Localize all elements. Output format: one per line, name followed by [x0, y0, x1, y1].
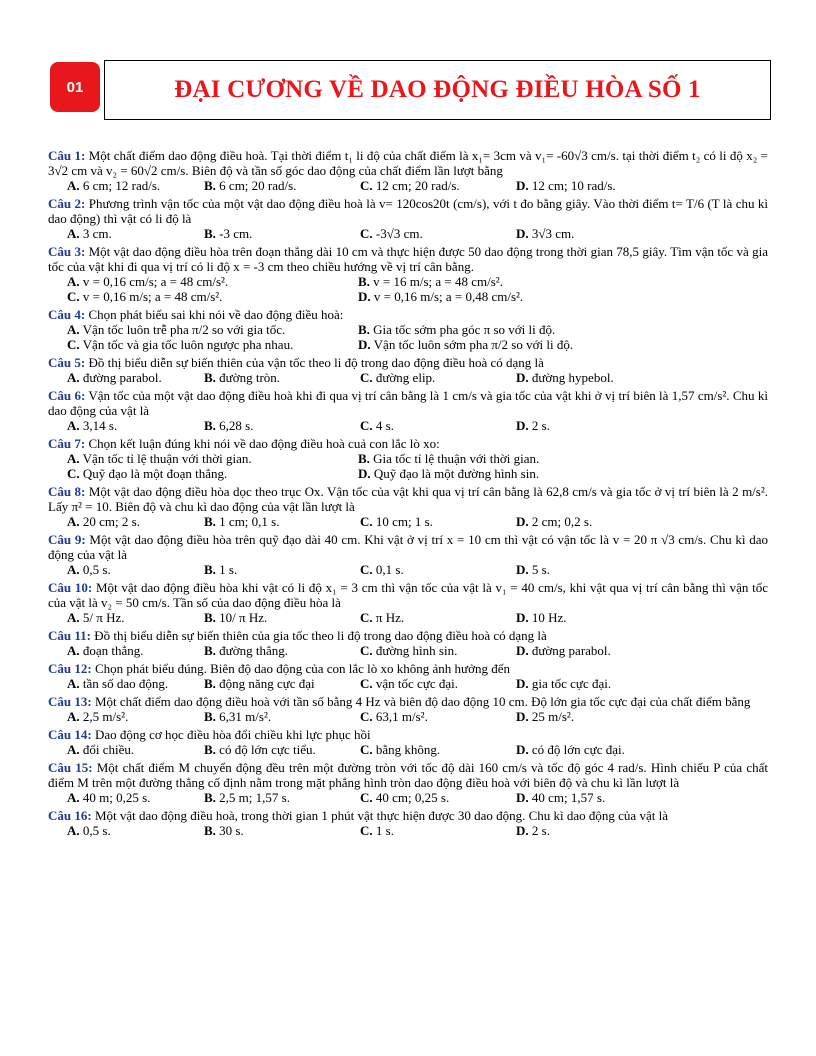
option-text: v = 16 m/s; a = 48 cm/s². — [373, 274, 503, 289]
option-letter: A. — [67, 643, 80, 658]
options-row — [48, 790, 768, 805]
option-text: 1 cm; 0,1 s. — [219, 514, 280, 529]
option-letter: B. — [204, 823, 216, 838]
question-label: Câu 1: — [48, 148, 86, 163]
answer-option[interactable] — [516, 418, 672, 433]
question-text: Dao động cơ học điều hòa đổi chiều khi lực phục hồi — [94, 727, 371, 742]
question-stem — [48, 196, 768, 226]
answer-option[interactable] — [360, 676, 516, 691]
option-text: có độ lớn cực tiểu. — [219, 742, 316, 757]
option-letter: D. — [516, 610, 529, 625]
option-text: 2 s. — [531, 823, 550, 838]
question-stem — [48, 307, 768, 322]
option-letter: A. — [67, 562, 80, 577]
option-text: Quỹ đạo là một đường hình sin. — [373, 466, 540, 481]
option-letter: A. — [67, 709, 80, 724]
option-letter: A. — [67, 790, 80, 805]
answer-option[interactable] — [48, 643, 204, 658]
answer-option[interactable] — [204, 562, 360, 577]
options-row — [48, 418, 768, 433]
option-text: 10/ π Hz. — [219, 610, 268, 625]
option-letter: D. — [516, 790, 529, 805]
options-row — [48, 178, 768, 193]
question-text: Một chất điểm dao động điều hoà. Tại thời điểm t₁ li độ của chất điểm là x₁= 3cm và v₁= -60√3 cm/s. tại thời điểm t₂ có li độ x₂ = 3√2 cm và v₂ = 60√2 cm/s. Biên độ và tần số góc dao động của chất điểm lần lượt bằng — [48, 148, 769, 178]
answer-option[interactable] — [48, 790, 204, 805]
option-letter: C. — [360, 418, 373, 433]
answer-option[interactable] — [48, 466, 358, 481]
question-label: Câu 3: — [48, 244, 86, 259]
answer-option[interactable] — [516, 742, 672, 757]
answer-option[interactable] — [204, 742, 360, 757]
option-letter: A. — [67, 418, 80, 433]
question-stem — [48, 148, 768, 178]
question-label: Câu 13: — [48, 694, 92, 709]
option-text: đường parabol. — [531, 643, 611, 658]
question-text: Chọn phát biểu đúng. Biên độ dao động của con lắc lò xo không ảnh hưởng đến — [94, 661, 510, 676]
options-row — [48, 370, 768, 385]
answer-option[interactable] — [48, 418, 204, 433]
answer-option[interactable] — [360, 643, 516, 658]
answer-option[interactable] — [516, 790, 672, 805]
option-text: 1 s. — [375, 823, 394, 838]
answer-option[interactable] — [48, 370, 204, 385]
option-text: 4 s. — [375, 418, 394, 433]
option-text: Gia tốc tỉ lệ thuận với thời gian. — [373, 451, 540, 466]
question-stem — [48, 388, 768, 418]
options-row — [48, 742, 768, 757]
options-row — [48, 226, 768, 241]
option-letter: A. — [67, 742, 80, 757]
answer-option[interactable] — [48, 709, 204, 724]
question — [48, 307, 768, 352]
answer-option[interactable] — [358, 337, 668, 352]
option-letter: B. — [204, 610, 216, 625]
answer-option[interactable] — [516, 709, 672, 724]
option-text: đường thẳng. — [219, 643, 288, 658]
option-text: 2,5 m; 1,57 s. — [219, 790, 290, 805]
answer-option[interactable] — [204, 676, 360, 691]
question — [48, 727, 768, 757]
option-text: 25 m/s². — [531, 709, 575, 724]
question-stem — [48, 661, 768, 676]
answer-option[interactable] — [204, 514, 360, 529]
question-stem — [48, 694, 768, 709]
option-letter: B. — [204, 226, 216, 241]
option-text: Vận tốc và gia tốc luôn ngược pha nhau. — [82, 337, 294, 352]
answer-option[interactable] — [204, 643, 360, 658]
section-number-badge: 01 — [50, 62, 100, 112]
answer-option[interactable] — [360, 742, 516, 757]
answer-option[interactable] — [360, 562, 516, 577]
option-letter: D. — [516, 643, 529, 658]
option-letter: A. — [67, 322, 80, 337]
options-row — [48, 274, 768, 289]
answer-option[interactable] — [360, 610, 516, 625]
answer-option[interactable] — [48, 322, 358, 337]
options-row — [48, 514, 768, 529]
option-text: động năng cực đại — [219, 676, 315, 691]
answer-option[interactable] — [204, 226, 360, 241]
option-letter: C. — [360, 226, 373, 241]
option-letter: A. — [67, 823, 80, 838]
answer-option[interactable] — [358, 289, 668, 304]
option-letter: B. — [204, 562, 216, 577]
answer-option[interactable] — [360, 514, 516, 529]
option-letter: A. — [67, 370, 80, 385]
option-text: 40 cm; 1,57 s. — [531, 790, 606, 805]
option-text: v = 0,16 m/s; a = 48 cm/s². — [82, 289, 223, 304]
question-text: Một vật dao động điều hòa trên quỹ đạo dài 40 cm. Khi vật ở vị trí x = 10 cm thì vật có vận tốc là v = 20 π √3 cm/s. Chu kì dao động của vật là — [48, 532, 768, 562]
answer-option[interactable] — [48, 178, 204, 193]
option-letter: C. — [360, 823, 373, 838]
option-letter: A. — [67, 178, 80, 193]
option-text: 0,5 s. — [82, 823, 111, 838]
option-text: đường tròn. — [219, 370, 281, 385]
option-letter: D. — [358, 337, 371, 352]
option-letter: C. — [360, 790, 373, 805]
option-text: 20 cm; 2 s. — [82, 514, 140, 529]
option-text: 1 s. — [219, 562, 238, 577]
answer-option[interactable] — [360, 178, 516, 193]
question-text: Phương trình vận tốc của một vật dao động điều hoà là v= 120cos20t (cm/s), với t đo bằng giây. Vào thời điểm t= T/6 (T là chu kì dao động) thì vật có li độ là — [48, 196, 768, 226]
option-letter: D. — [516, 514, 529, 529]
option-text: đổi chiều. — [82, 742, 135, 757]
question-label: Câu 11: — [48, 628, 91, 643]
question-text: Chọn kết luận đúng khi nói về dao động điều hoà cuả con lắc lò xo: — [88, 436, 440, 451]
answer-option[interactable] — [360, 709, 516, 724]
question-text: Chọn phát biểu sai khi nói về dao động điều hoà: — [88, 307, 344, 322]
question-stem — [48, 436, 768, 451]
answer-option[interactable] — [48, 676, 204, 691]
option-text: v = 0,16 cm/s; a = 48 cm/s². — [82, 274, 229, 289]
question-text: Một chất điểm dao động điều hoà với tần số bằng 4 Hz và biên độ dao động 10 cm. Độ lớn gia tốc cực đại của chất điểm bằng — [94, 694, 751, 709]
answer-option[interactable] — [48, 562, 204, 577]
answer-option[interactable] — [48, 274, 358, 289]
answer-option[interactable] — [516, 226, 672, 241]
question — [48, 661, 768, 691]
answer-option[interactable] — [358, 274, 668, 289]
answer-option[interactable] — [358, 451, 668, 466]
option-letter: C. — [360, 514, 373, 529]
option-text: 10 cm; 1 s. — [375, 514, 433, 529]
question — [48, 355, 768, 385]
option-text: 5/ π Hz. — [82, 610, 125, 625]
question-label: Câu 2: — [48, 196, 86, 211]
question-stem — [48, 727, 768, 742]
option-text: 12 cm; 10 rad/s. — [531, 178, 616, 193]
option-letter: D. — [358, 466, 371, 481]
question — [48, 388, 768, 433]
option-text: đường hình sin. — [375, 643, 458, 658]
option-letter: D. — [516, 742, 529, 757]
option-letter: C. — [360, 178, 373, 193]
question — [48, 532, 768, 577]
option-letter: C. — [360, 643, 373, 658]
option-text: đường elip. — [375, 370, 436, 385]
question-text: Một vật dao động điều hòa trên đoạn thẳng dài 10 cm và thực hiện được 50 dao động trong thời gian 78,5 giây. Tìm vận tốc và gia tốc của vật khi đi qua vị trí có li độ x = -3 cm theo chiều hướng về vị trí cân bằng. — [48, 244, 768, 274]
option-text: π Hz. — [375, 610, 405, 625]
answer-option[interactable] — [204, 370, 360, 385]
option-letter: A. — [67, 676, 80, 691]
option-text: bằng không. — [375, 742, 441, 757]
answer-option[interactable] — [204, 709, 360, 724]
question-label: Câu 15: — [48, 760, 93, 775]
option-letter: D. — [516, 562, 529, 577]
option-letter: B. — [204, 742, 216, 757]
option-text: 12 cm; 20 rad/s. — [375, 178, 460, 193]
option-text: -3 cm. — [219, 226, 253, 241]
question-stem — [48, 580, 768, 610]
option-letter: B. — [358, 274, 370, 289]
question — [48, 808, 768, 838]
question — [48, 580, 768, 625]
question — [48, 436, 768, 481]
option-text: 3√3 cm. — [531, 226, 575, 241]
option-letter: C. — [67, 337, 80, 352]
options-row — [48, 322, 768, 337]
answer-option[interactable] — [48, 742, 204, 757]
option-letter: C. — [360, 370, 373, 385]
option-text: 3 cm. — [82, 226, 112, 241]
question-label: Câu 7: — [48, 436, 86, 451]
question-stem — [48, 808, 768, 823]
option-letter: B. — [358, 451, 370, 466]
option-text: Vận tốc luôn sớm pha π/2 so với li độ. — [373, 337, 574, 352]
option-text: 10 Hz. — [531, 610, 567, 625]
answer-option[interactable] — [360, 370, 516, 385]
option-text: 0,1 s. — [375, 562, 404, 577]
question-label: Câu 10: — [48, 580, 93, 595]
option-text: 6,31 m/s². — [219, 709, 272, 724]
option-text: 40 cm; 0,25 s. — [375, 790, 450, 805]
option-text: 0,5 s. — [82, 562, 111, 577]
option-letter: D. — [516, 823, 529, 838]
question-text: Một vật dao động điều hòa dọc theo trục Ox. Vận tốc của vật khi qua vị trí cân bằng là 62,8 cm/s và gia tốc ở vị trí biên là 2 m/s². Lấy π² = 10. Biên độ và chu kì dao động của vật lần lượt là — [48, 484, 769, 514]
answer-option[interactable] — [516, 514, 672, 529]
question-text: Đồ thị biểu diễn sự biến thiên của vận tốc theo li độ trong dao động điều hoà có dạng là — [88, 355, 544, 370]
options-row — [48, 643, 768, 658]
question-label: Câu 12: — [48, 661, 92, 676]
option-letter: C. — [360, 676, 373, 691]
question-text: Vận tốc của một vật dao động điều hoà khi đi qua vị trí cân bằng là 1 cm/s và gia tốc của vật khi ở vị trí biên là 1,57 cm/s². Chu kì dao động của vật là — [48, 388, 768, 418]
option-letter: D. — [516, 370, 529, 385]
option-letter: A. — [67, 610, 80, 625]
option-text: 30 s. — [219, 823, 244, 838]
answer-option[interactable] — [516, 562, 672, 577]
question — [48, 484, 768, 529]
title-box — [104, 60, 771, 120]
answer-option[interactable] — [48, 610, 204, 625]
option-letter: D. — [358, 289, 371, 304]
options-row — [48, 610, 768, 625]
option-text: đường parabol. — [82, 370, 162, 385]
option-text: 6 cm; 20 rad/s. — [219, 178, 297, 193]
option-text: Vận tốc luôn trễ pha π/2 so với gia tốc. — [82, 322, 286, 337]
answer-option[interactable] — [358, 466, 668, 481]
option-letter: C. — [360, 709, 373, 724]
option-text: Quỹ đạo là một đoạn thẳng. — [82, 466, 228, 481]
option-letter: A. — [67, 274, 80, 289]
question-label: Câu 14: — [48, 727, 92, 742]
question-text: Một chất điểm M chuyển động đều trên một đường tròn với tốc độ dài 160 cm/s và tốc độ góc 4 rad/s. Hình chiếu P của chất điểm M trên một đường thẳng cố định nằm trong mặt phẳng hình tròn dao động điều hoà với biên độ và chu kì lần lượt là — [48, 760, 768, 790]
option-text: 2 cm; 0,2 s. — [531, 514, 593, 529]
answer-option[interactable] — [204, 178, 360, 193]
question-label: Câu 16: — [48, 808, 92, 823]
option-letter: B. — [204, 643, 216, 658]
answer-option[interactable] — [48, 451, 358, 466]
option-text: 40 m; 0,25 s. — [82, 790, 151, 805]
answer-option[interactable] — [48, 514, 204, 529]
option-letter: A. — [67, 514, 80, 529]
option-letter: B. — [204, 370, 216, 385]
option-text: -3√3 cm. — [375, 226, 423, 241]
question-stem — [48, 484, 768, 514]
answer-option[interactable] — [516, 676, 672, 691]
answer-option[interactable] — [204, 823, 360, 838]
option-text: 63,1 m/s². — [375, 709, 428, 724]
option-letter: B. — [358, 322, 370, 337]
question-text: Đồ thị biểu diễn sự biến thiên của gia tốc theo li độ trong dao động điều hoà có dạng là — [94, 628, 547, 643]
option-letter: C. — [360, 742, 373, 757]
option-letter: D. — [516, 418, 529, 433]
options-row — [48, 709, 768, 724]
question-stem — [48, 244, 768, 274]
option-text: vận tốc cực đại. — [375, 676, 459, 691]
option-text: đường hypebol. — [531, 370, 614, 385]
option-text: 2,5 m/s². — [82, 709, 129, 724]
question-label: Câu 8: — [48, 484, 86, 499]
answer-option[interactable] — [360, 823, 516, 838]
option-text: Gia tốc sớm pha góc π so với li độ. — [373, 322, 556, 337]
option-text: có độ lớn cực đại. — [531, 742, 625, 757]
answer-option[interactable] — [360, 418, 516, 433]
option-letter: C. — [67, 289, 80, 304]
question — [48, 196, 768, 241]
options-row — [48, 562, 768, 577]
option-text: 2 s. — [531, 418, 550, 433]
question-list — [48, 148, 768, 841]
question-stem — [48, 628, 768, 643]
question-label: Câu 6: — [48, 388, 86, 403]
option-letter: D. — [516, 178, 529, 193]
option-letter: A. — [67, 451, 80, 466]
question-label: Câu 5: — [48, 355, 86, 370]
option-letter: A. — [67, 226, 80, 241]
options-row — [48, 823, 768, 838]
answer-option[interactable] — [358, 322, 668, 337]
question — [48, 628, 768, 658]
option-text: v = 0,16 m/s; a = 0,48 cm/s². — [373, 289, 524, 304]
option-text: 5 s. — [531, 562, 550, 577]
question — [48, 760, 768, 805]
answer-option[interactable] — [204, 790, 360, 805]
option-letter: C. — [67, 466, 80, 481]
options-row — [48, 676, 768, 691]
question-label: Câu 4: — [48, 307, 86, 322]
answer-option[interactable] — [48, 289, 358, 304]
answer-option[interactable] — [360, 790, 516, 805]
answer-option[interactable] — [48, 337, 358, 352]
answer-option[interactable] — [360, 226, 516, 241]
page-title: ĐẠI CƯƠNG VỀ DAO ĐỘNG ĐIỀU HÒA SỐ 1 — [174, 76, 701, 103]
option-letter: D. — [516, 226, 529, 241]
option-letter: B. — [204, 709, 216, 724]
answer-option[interactable] — [516, 370, 672, 385]
question-text: Một vật dao động điều hòa khi vật có li độ x₁ = 3 cm thì vận tốc của vật là v₁ = 40 cm/s, khi vật qua vị trí cân bằng thì vận tốc của vật là v₂ = 50 cm/s. Tần số của dao động điều hòa là — [48, 580, 769, 610]
answer-option[interactable] — [48, 226, 204, 241]
question-label: Câu 9: — [48, 532, 86, 547]
option-letter: B. — [204, 178, 216, 193]
option-letter: C. — [360, 562, 373, 577]
option-text: 6,28 s. — [219, 418, 254, 433]
option-letter: D. — [516, 676, 529, 691]
answer-option[interactable] — [516, 643, 672, 658]
answer-option[interactable] — [516, 178, 672, 193]
answer-option[interactable] — [204, 418, 360, 433]
question — [48, 244, 768, 304]
option-letter: B. — [204, 676, 216, 691]
option-text: 6 cm; 12 rad/s. — [82, 178, 161, 193]
option-letter: C. — [360, 610, 373, 625]
option-letter: D. — [516, 709, 529, 724]
options-row — [48, 289, 768, 304]
option-text: 3,14 s. — [82, 418, 118, 433]
question-stem — [48, 532, 768, 562]
option-letter: B. — [204, 790, 216, 805]
options-row — [48, 337, 768, 352]
question-stem — [48, 760, 768, 790]
question — [48, 148, 768, 193]
answer-option[interactable] — [48, 823, 204, 838]
option-letter: B. — [204, 514, 216, 529]
options-row — [48, 466, 768, 481]
option-text: đoạn thẳng. — [82, 643, 144, 658]
option-text: gia tốc cực đại. — [531, 676, 612, 691]
option-text: Vận tốc tỉ lệ thuận với thời gian. — [82, 451, 252, 466]
options-row — [48, 451, 768, 466]
option-text: tần số dao động. — [82, 676, 169, 691]
question — [48, 694, 768, 724]
question-text: Một vật dao động điều hoà, trong thời gian 1 phút vật thực hiện được 30 dao động. Chu kì dao động của vật là — [94, 808, 668, 823]
answer-option[interactable] — [204, 610, 360, 625]
option-letter: B. — [204, 418, 216, 433]
answer-option[interactable] — [516, 610, 672, 625]
question-stem — [48, 355, 768, 370]
answer-option[interactable] — [516, 823, 672, 838]
